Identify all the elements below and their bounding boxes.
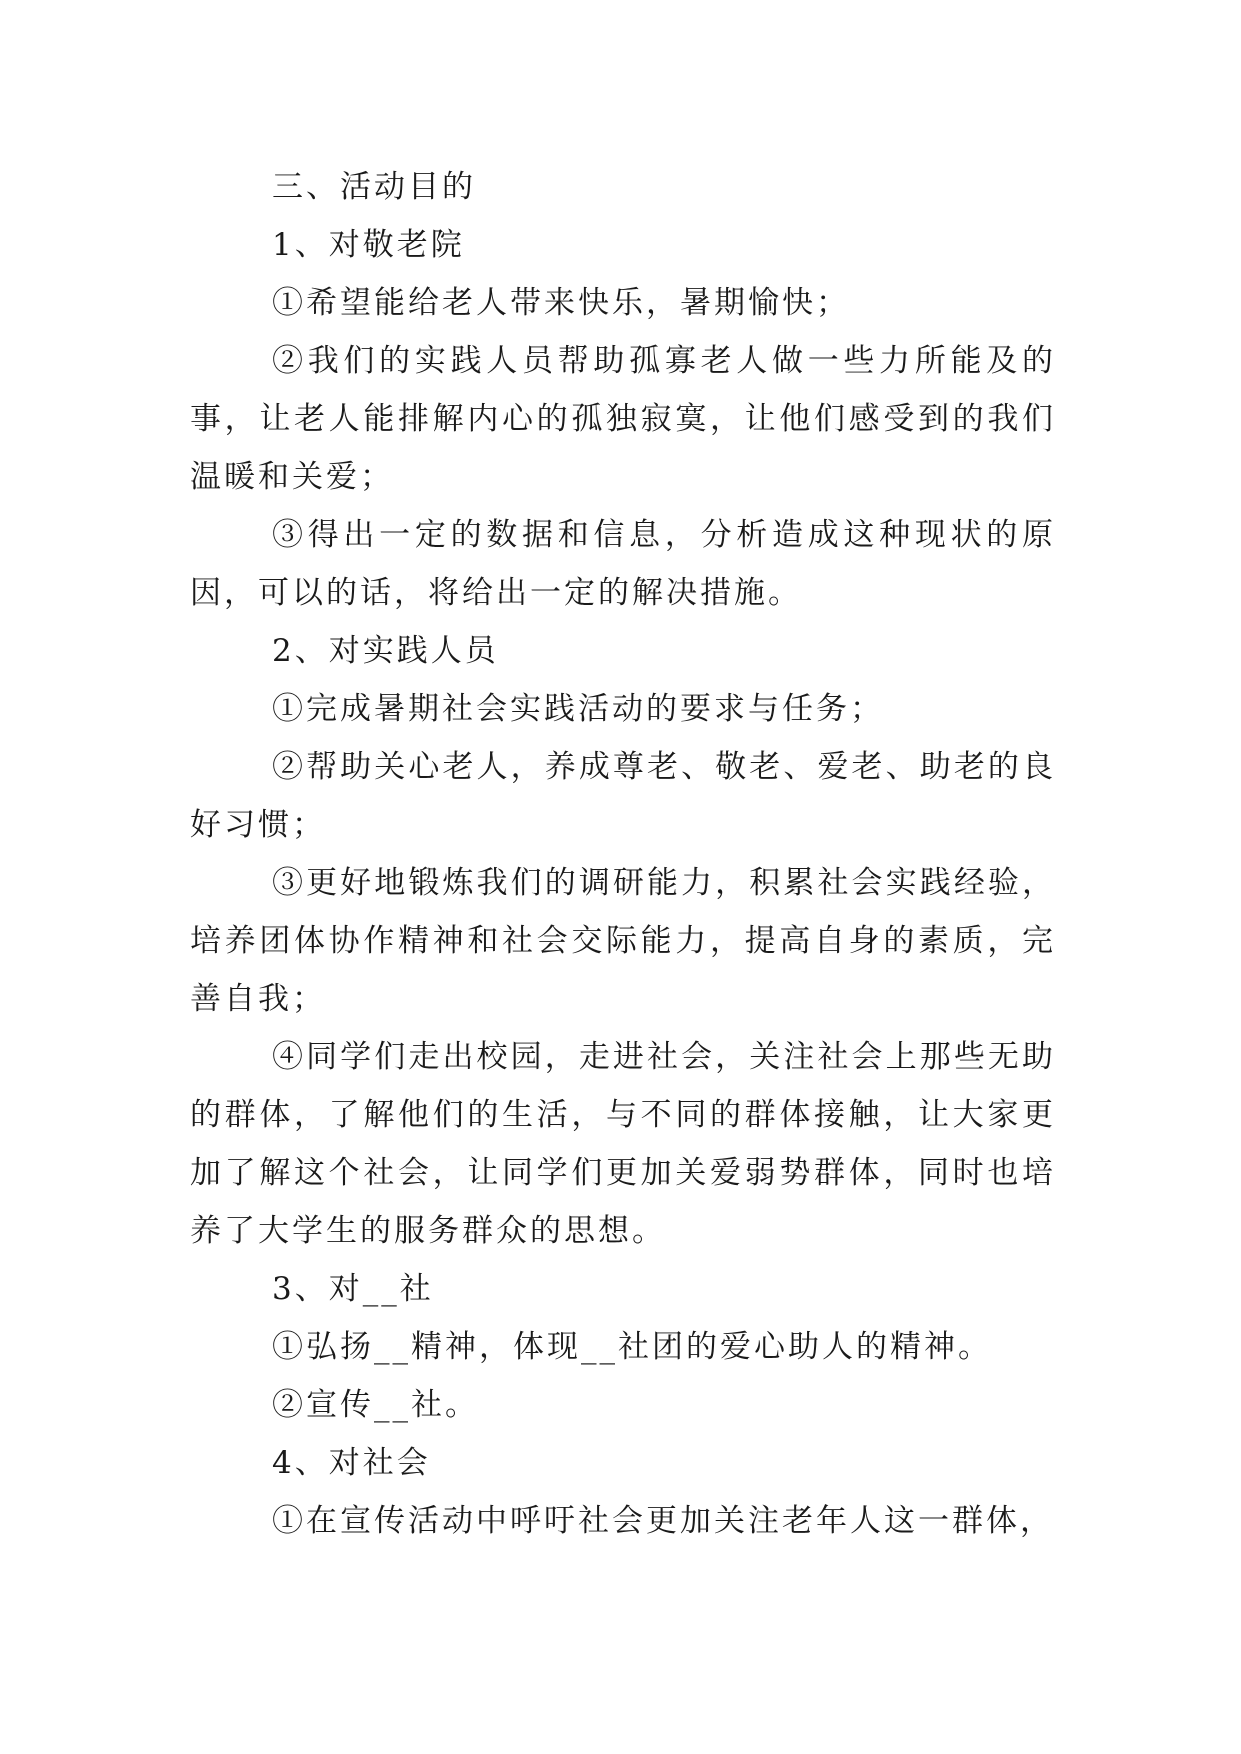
paragraph: ①完成暑期社会实践活动的要求与任务；	[272, 691, 884, 727]
paragraph: ②我们的实践人员帮助孤寡老人做一些力所能及的事，让老人能排解内心的孤独寂寞，让他们感受到的我们温暖和关爱；	[190, 343, 1056, 495]
paragraph: ③更好地锻炼我们的调研能力，积累社会实践经验，培养团体协作精神和社会交际能力，提高自身的素质，完善自我；	[190, 865, 1056, 1017]
document-body	[190, 158, 1056, 1550]
paragraph: ①弘扬__精神，体现__社团的爱心助人的精神。	[272, 1329, 992, 1365]
subheading-nursing-home: 1、对敬老院	[272, 227, 465, 263]
subheading-club: 3、对__社	[272, 1271, 434, 1307]
paragraph: ②宣传__社。	[272, 1387, 479, 1423]
subheading-society: 4、对社会	[272, 1445, 431, 1481]
section-heading-activity-purpose: 三、活动目的	[272, 169, 476, 205]
paragraph: ③得出一定的数据和信息，分析造成这种现状的原因，可以的话，将给出一定的解决措施。	[190, 517, 1056, 611]
paragraph: ②帮助关心老人，养成尊老、敬老、爱老、助老的良好习惯；	[190, 749, 1056, 843]
subheading-practice-members: 2、对实践人员	[272, 633, 499, 669]
paragraph: ①在宣传活动中呼吁社会更加关注老年人这一群体，	[272, 1503, 1054, 1539]
paragraph: ①希望能给老人带来快乐，暑期愉快；	[272, 285, 850, 321]
paragraph: ④同学们走出校园，走进社会，关注社会上那些无助的群体，了解他们的生活，与不同的群体接触，让大家更加了解这个社会，让同学们更加关爱弱势群体，同时也培养了大学生的服务群众的思想。	[190, 1039, 1056, 1249]
